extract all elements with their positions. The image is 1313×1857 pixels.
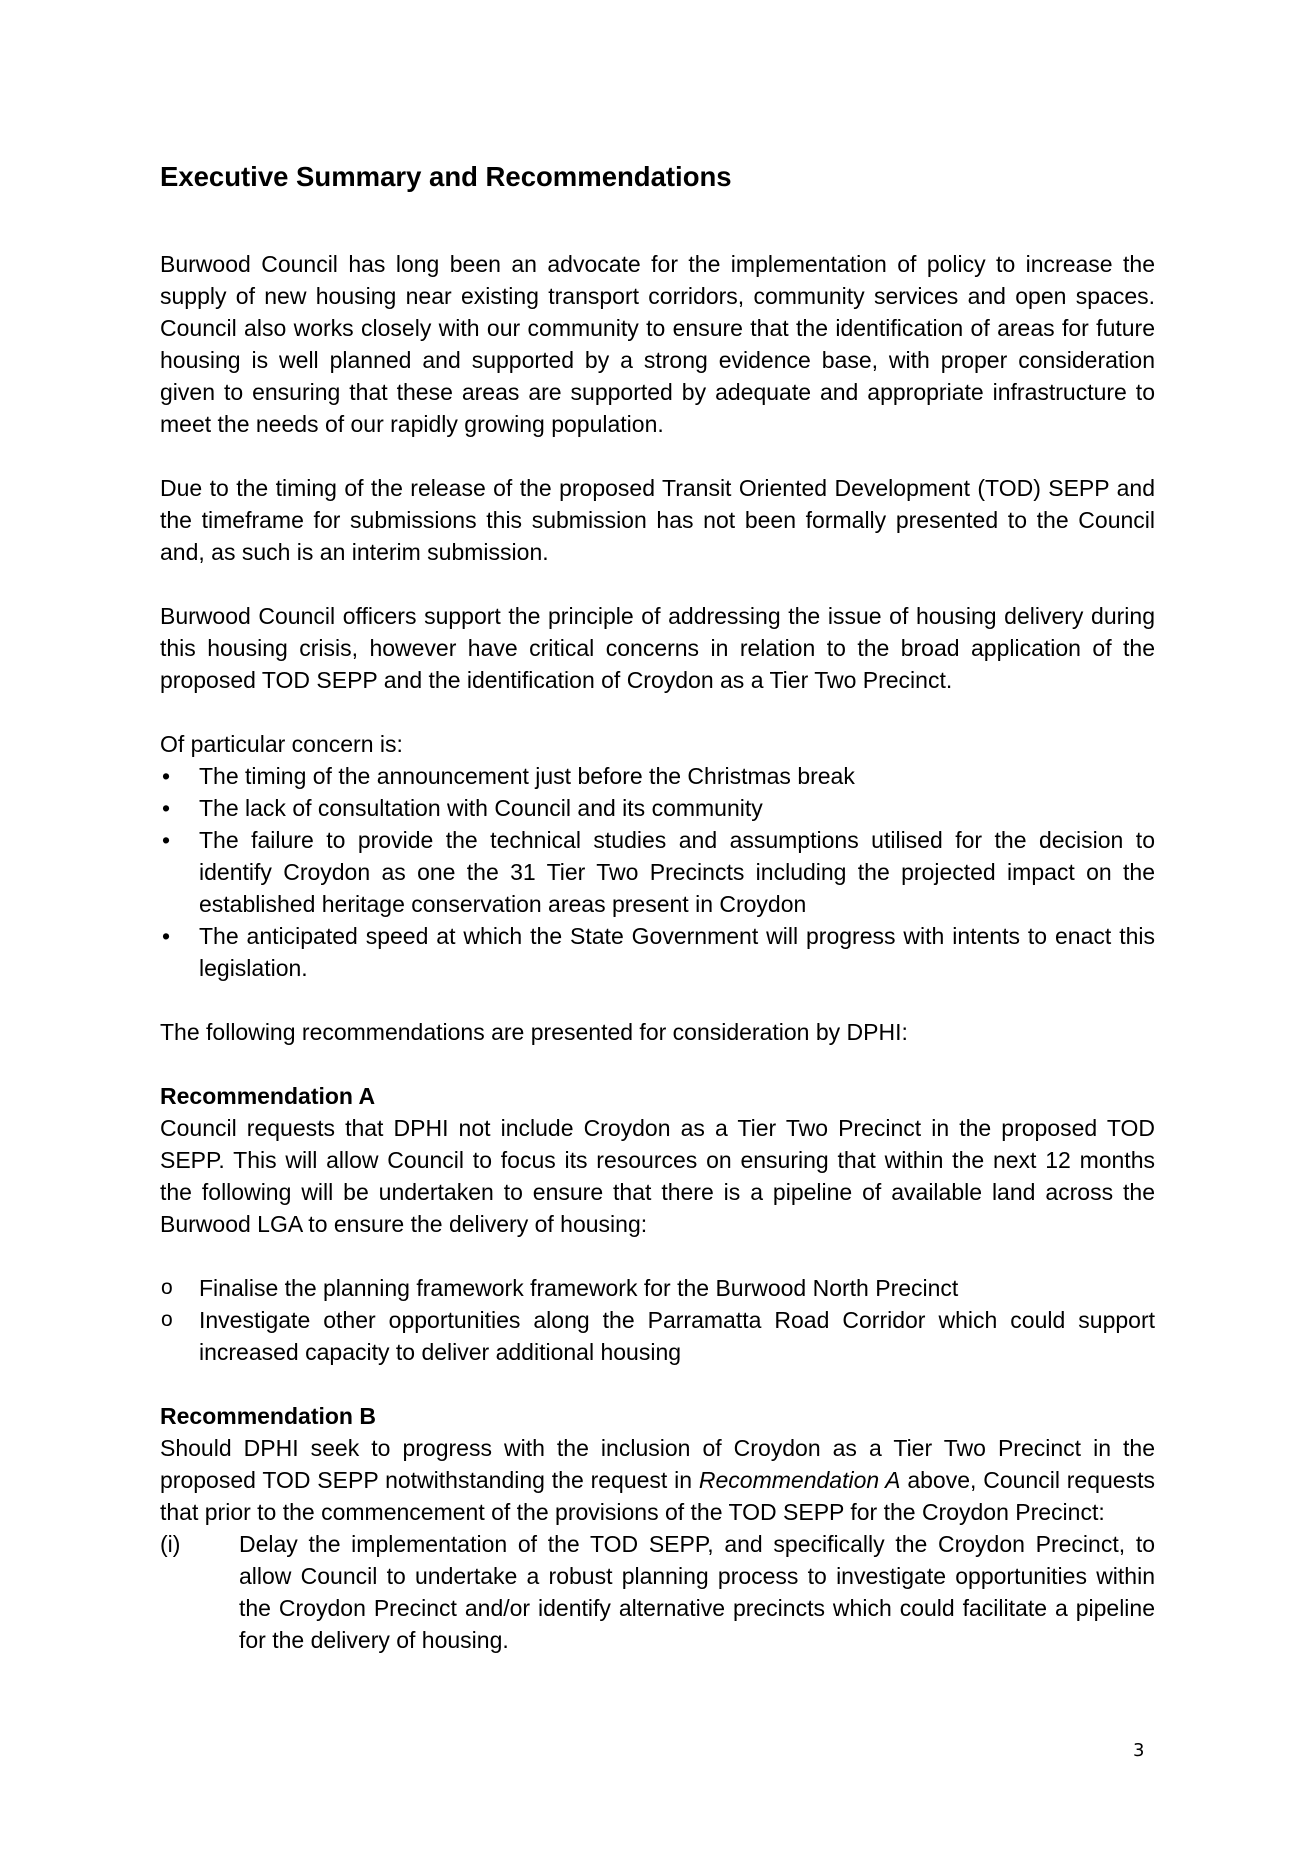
list-item bbox=[160, 1272, 1155, 1304]
concern-intro: Of particular concern is: bbox=[160, 731, 403, 757]
spacer bbox=[160, 1048, 1155, 1080]
sub-bullet-marker: o bbox=[161, 1308, 173, 1331]
list-item-text: The lack of consultation with Council and its community bbox=[199, 795, 763, 821]
list-item-text: Investigate other opportunities along the Parramatta Road Corridor which could support increased capacity to deliver additional housing bbox=[199, 1307, 1155, 1365]
spacer bbox=[160, 194, 1155, 248]
recommendation-a-list bbox=[160, 1272, 1155, 1368]
concern-list bbox=[160, 760, 1155, 984]
page-number: 3 bbox=[1133, 1740, 1145, 1761]
intro-paragraph: Burwood Council has long been an advocate for the implementation of policy to increase the supply of new housing near existing transport corridors, community services and open spaces. Council also works closely with our community to ensure that the identification of areas for future housing is well planned and supported by a strong evidence base, with proper consideration given to ensuring that these areas are supported by adequate and appropriate infrastructure to meet the needs of our rapidly growing population. bbox=[160, 251, 1155, 437]
list-item bbox=[160, 920, 1155, 984]
list-item-text: The timing of the announcement just before the Christmas break bbox=[199, 763, 855, 789]
bullet-marker: • bbox=[162, 923, 171, 949]
numbered-marker: (i) bbox=[160, 1531, 181, 1557]
recommendation-b-list bbox=[160, 1528, 1155, 1656]
sub-bullet-marker: o bbox=[161, 1276, 173, 1299]
recommendation-b-heading: Recommendation B bbox=[160, 1403, 376, 1429]
spacer bbox=[160, 568, 1155, 600]
list-item-text: Finalise the planning framework framework for the Burwood North Precinct bbox=[199, 1275, 959, 1301]
bullet-marker: • bbox=[162, 763, 171, 789]
spacer bbox=[160, 1368, 1155, 1400]
page-title: Executive Summary and Recommendations bbox=[160, 161, 732, 192]
recommendation-a-body: Council requests that DPHI not include Croydon as a Tier Two Precinct in the proposed TOD SEPP. This will allow Council to focus its resources on ensuring that within the next 12 months the following will be undertaken to ensure that there is a pipeline of available land across the Burwood LGA to ensure the delivery of housing: bbox=[160, 1115, 1155, 1237]
recommendations-intro: The following recommendations are presented for consideration by DPHI: bbox=[160, 1019, 908, 1045]
recommendation-a-heading: Recommendation A bbox=[160, 1083, 376, 1109]
recommendation-b-body bbox=[160, 1432, 1155, 1528]
bullet-marker: • bbox=[162, 827, 171, 853]
recommendation-a-reference: Recommendation A bbox=[698, 1467, 901, 1493]
list-item bbox=[160, 824, 1155, 920]
spacer bbox=[160, 440, 1155, 472]
recommendation-b-text: above, Council requests that prior to the commencement of the provisions of the TOD SEPP for the Croydon Precinct: bbox=[160, 1467, 1155, 1525]
list-item bbox=[160, 760, 1155, 792]
timing-paragraph: Due to the timing of the release of the proposed Transit Oriented Development (TOD) SEPP and the timeframe for submissions this submission has not been formally presented to the Council and, as such is an interim submission. bbox=[160, 475, 1155, 565]
list-item bbox=[160, 1528, 1155, 1656]
spacer bbox=[160, 984, 1155, 1016]
spacer bbox=[160, 696, 1155, 728]
recommendation-b-text: Should DPHI seek to progress with the inclusion of Croydon as a Tier Two Precinct in the proposed TOD SEPP notwithstanding the request in bbox=[160, 1435, 1155, 1493]
list-item bbox=[160, 1304, 1155, 1368]
list-item-text: The anticipated speed at which the State Government will progress with intents to enact this legislation. bbox=[199, 923, 1155, 981]
bullet-marker: • bbox=[162, 795, 171, 821]
spacer bbox=[160, 1240, 1155, 1272]
list-item-text: The failure to provide the technical studies and assumptions utilised for the decision to identify Croydon as one the 31 Tier Two Precincts including the projected impact on the established heritage conservation areas present in Croydon bbox=[199, 827, 1155, 917]
support-paragraph: Burwood Council officers support the principle of addressing the issue of housing delivery during this housing crisis, however have critical concerns in relation to the broad application of the proposed TOD SEPP and the identification of Croydon as a Tier Two Precinct. bbox=[160, 603, 1155, 693]
list-item bbox=[160, 792, 1155, 824]
list-item-text: Delay the implementation of the TOD SEPP, and specifically the Croydon Precinct, to allow Council to undertake a robust planning process to investigate opportunities within the Croydon Precinct and/or identify alternative precincts which could facilitate a pipeline for the delivery of housing. bbox=[239, 1531, 1155, 1653]
document-page bbox=[160, 160, 1155, 1656]
